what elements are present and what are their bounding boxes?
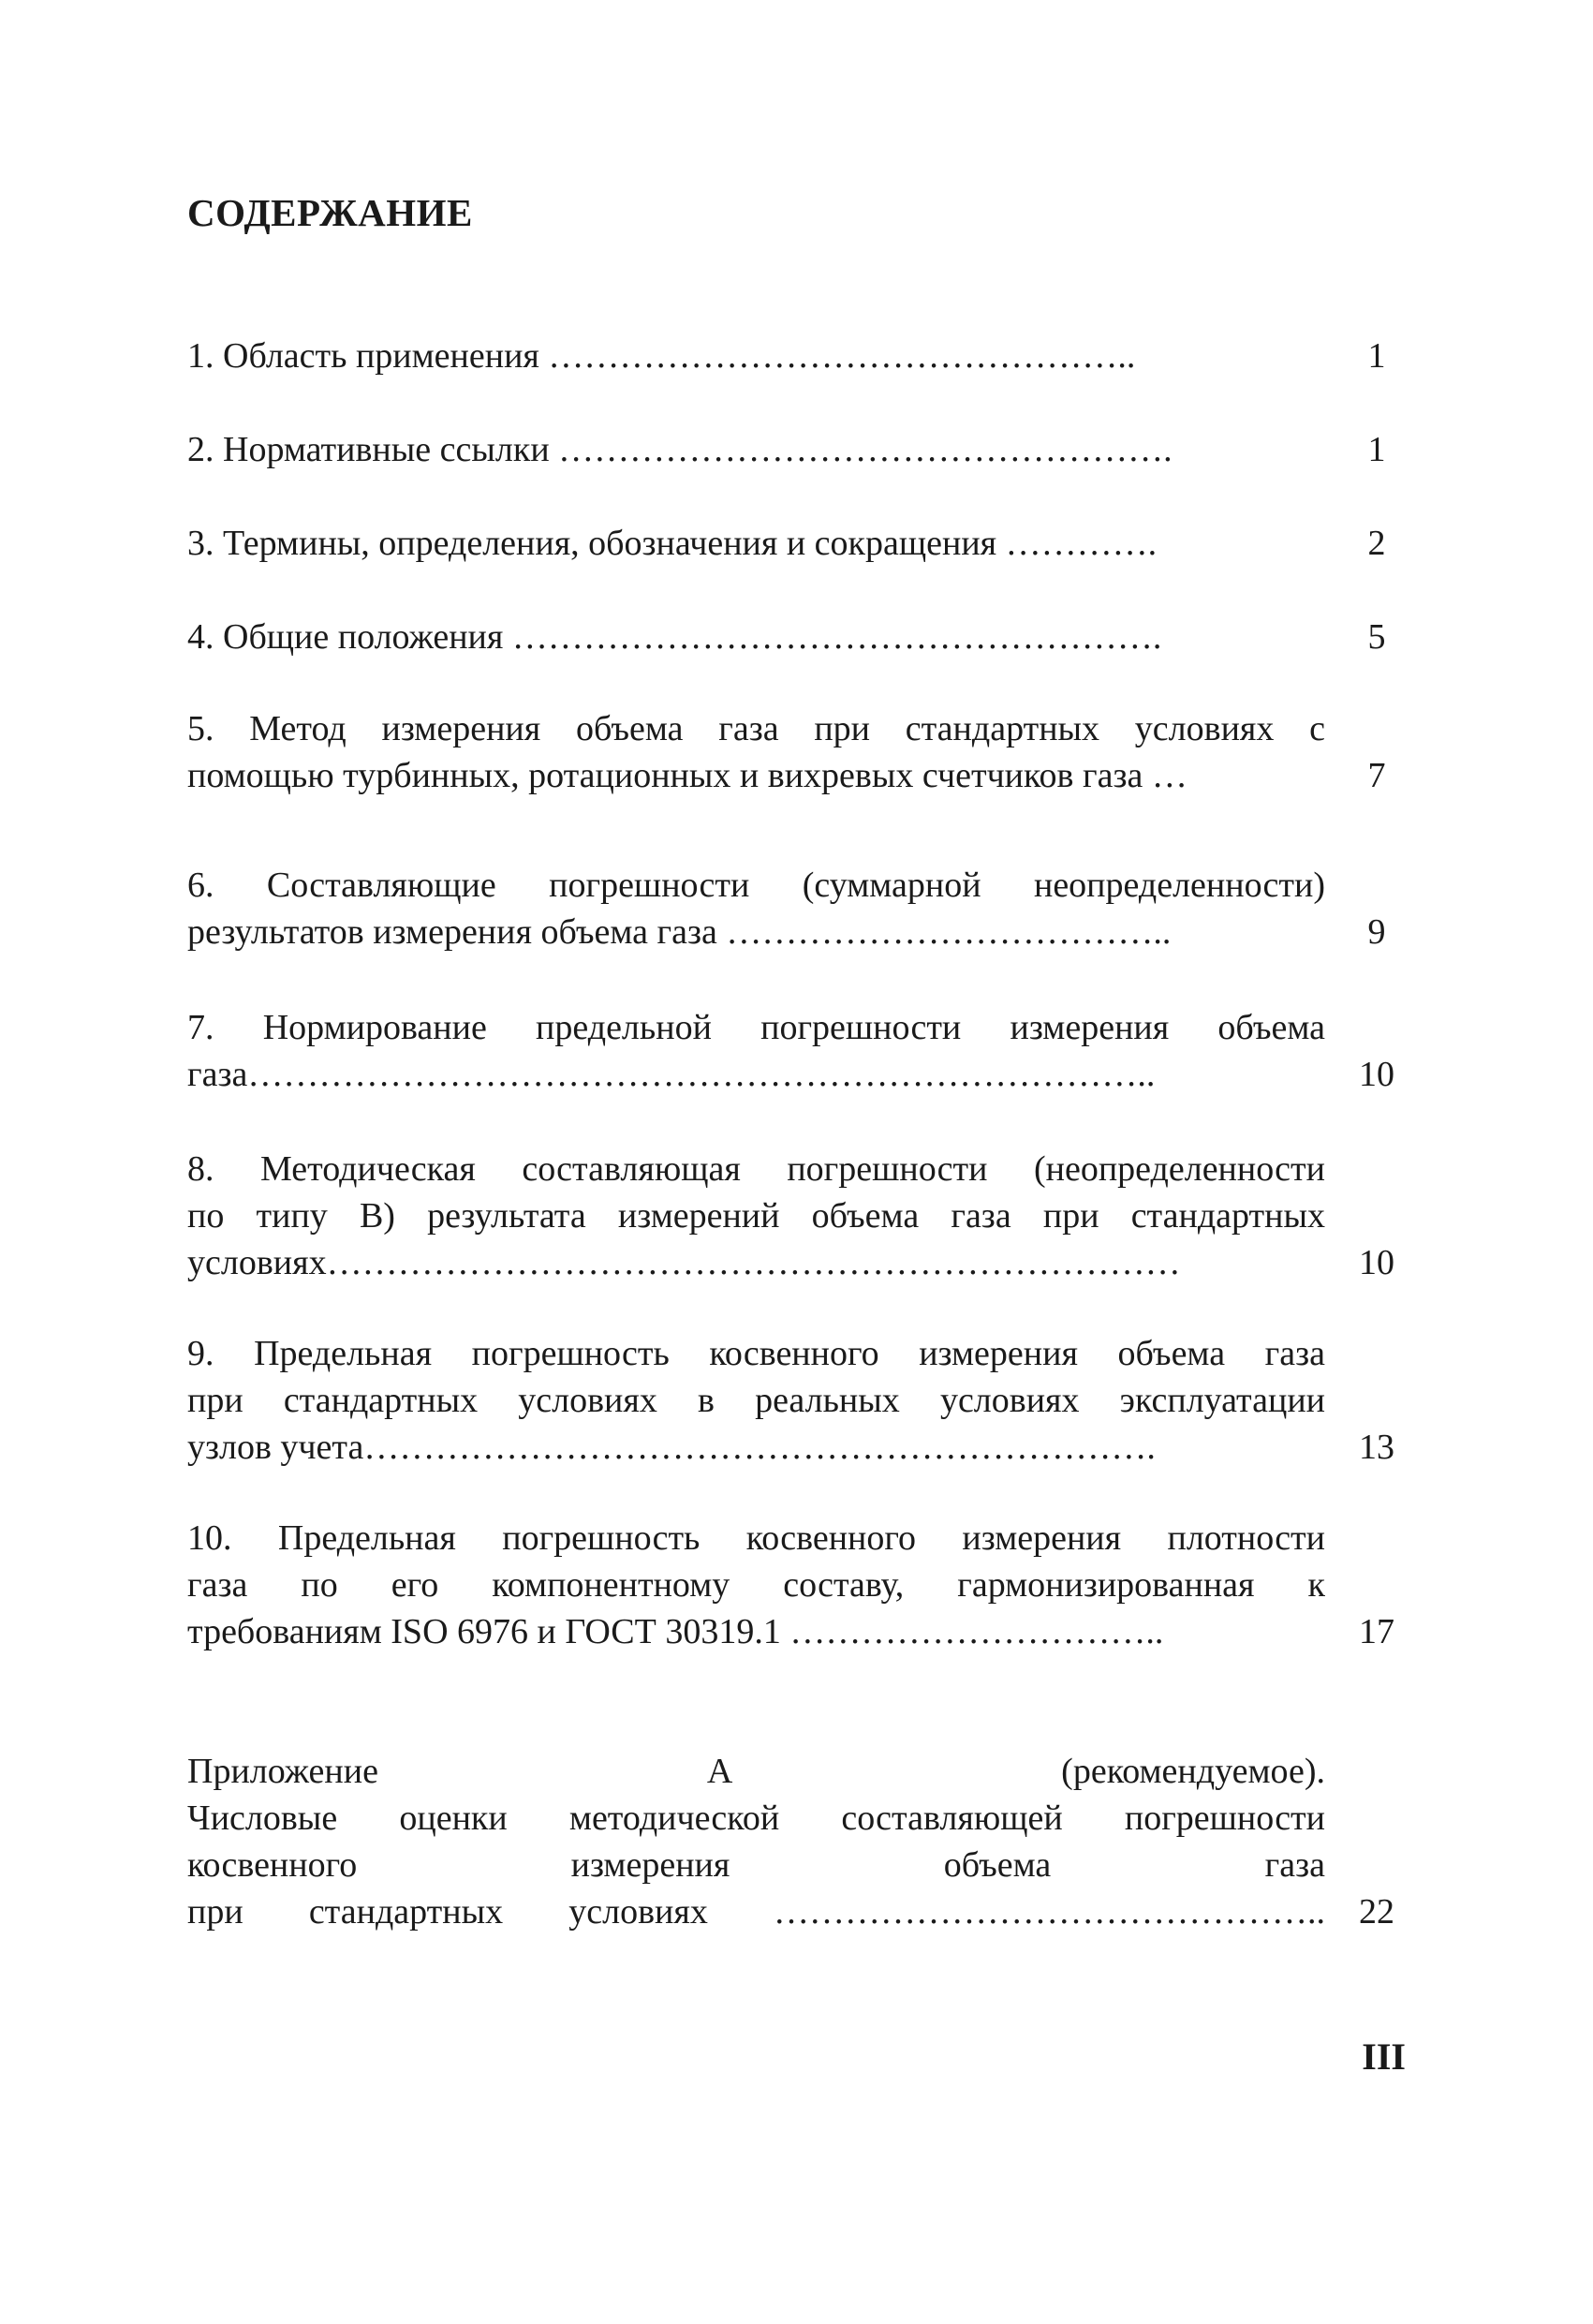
toc-entry-text: 6. Составляющие погрешности (суммарной неопределенности) [187, 866, 1325, 905]
appendix-text: косвенного измерения объема газа [187, 1845, 1325, 1885]
toc-entry-page: 7 [1367, 756, 1386, 795]
toc-entry-9[interactable] [187, 1330, 1405, 1471]
appendix-text: при стандартных условиях ……………………………………….. [187, 1892, 1325, 1932]
toc-entry-text: 1. Область применения ………………………………………….. [187, 336, 1136, 376]
toc-entry-1[interactable] [187, 333, 1405, 379]
toc-entry-text: узлов учета…………………………………………………………. [187, 1428, 1156, 1467]
toc-entry-text: 10. Предельная погрешность косвенного измерения плотности [187, 1518, 1325, 1558]
toc-entry-appendix[interactable] [187, 1748, 1405, 1935]
toc-entry-text: требованиям ISO 6976 и ГОСТ 30319.1 ………………………….. [187, 1612, 1164, 1651]
toc-entry-page: 9 [1367, 912, 1386, 952]
toc-entry-text: по типу В) результата измерений объема газа при стандартных [187, 1196, 1325, 1236]
toc-entry-3[interactable] [187, 520, 1405, 567]
toc-entry-5[interactable] [187, 705, 1405, 799]
toc-entry-text: 2. Нормативные ссылки ……………………………………………. [187, 430, 1173, 469]
toc-entry-text: при стандартных условиях в реальных условиях эксплуатации [187, 1381, 1325, 1420]
toc-entry-page: 22 [1359, 1892, 1394, 1932]
toc-entry-text: 8. Методическая составляющая погрешности (неопределенности [187, 1149, 1325, 1189]
toc-entry-2[interactable] [187, 426, 1405, 473]
toc-entry-text: условиях……………………………………………………………… [187, 1243, 1181, 1282]
toc-entry-text: 5. Метод измерения объема газа при стандартных условиях с [187, 709, 1325, 748]
page-number: III [1362, 2035, 1406, 2078]
appendix-title: Приложение А (рекомендуемое). [187, 1752, 1325, 1791]
toc-heading: СОДЕРЖАНИЕ [187, 191, 473, 234]
toc-entry-4[interactable] [187, 614, 1405, 660]
toc-entry-page: 10 [1359, 1055, 1394, 1094]
toc-entry-text: 7. Нормирование предельной погрешности измерения объема [187, 1008, 1325, 1047]
toc-entry-page: 1 [1367, 336, 1386, 376]
toc-entry-text: результатов измерения объема газа ……………………………….. [187, 912, 1172, 952]
toc-entry-text: газа………………………………………………………………….. [187, 1055, 1156, 1094]
toc-entry-page: 10 [1359, 1243, 1394, 1282]
toc-entry-8[interactable] [187, 1146, 1405, 1286]
toc-entry-text: помощью турбинных, ротационных и вихревых счетчиков газа … [187, 756, 1187, 795]
toc-entry-7[interactable] [187, 1004, 1405, 1098]
toc-entry-text: 3. Термины, определения, обозначения и сокращения …………. [187, 524, 1158, 563]
toc-entry-page: 17 [1359, 1612, 1394, 1651]
toc-entry-page: 5 [1367, 617, 1386, 657]
toc-entry-text: газа по его компонентному составу, гармонизированная к [187, 1565, 1325, 1605]
toc-entry-page: 13 [1359, 1428, 1394, 1467]
toc-entry-text: 4. Общие положения ………………………………………………. [187, 617, 1162, 657]
toc-entry-page: 2 [1367, 524, 1386, 563]
toc-entry-10[interactable] [187, 1515, 1405, 1655]
appendix-text: Числовые оценки методической составляющей погрешности [187, 1799, 1325, 1838]
toc-entry-6[interactable] [187, 862, 1405, 955]
toc-entry-page: 1 [1367, 430, 1386, 469]
toc-entry-text: 9. Предельная погрешность косвенного измерения объема газа [187, 1334, 1325, 1373]
